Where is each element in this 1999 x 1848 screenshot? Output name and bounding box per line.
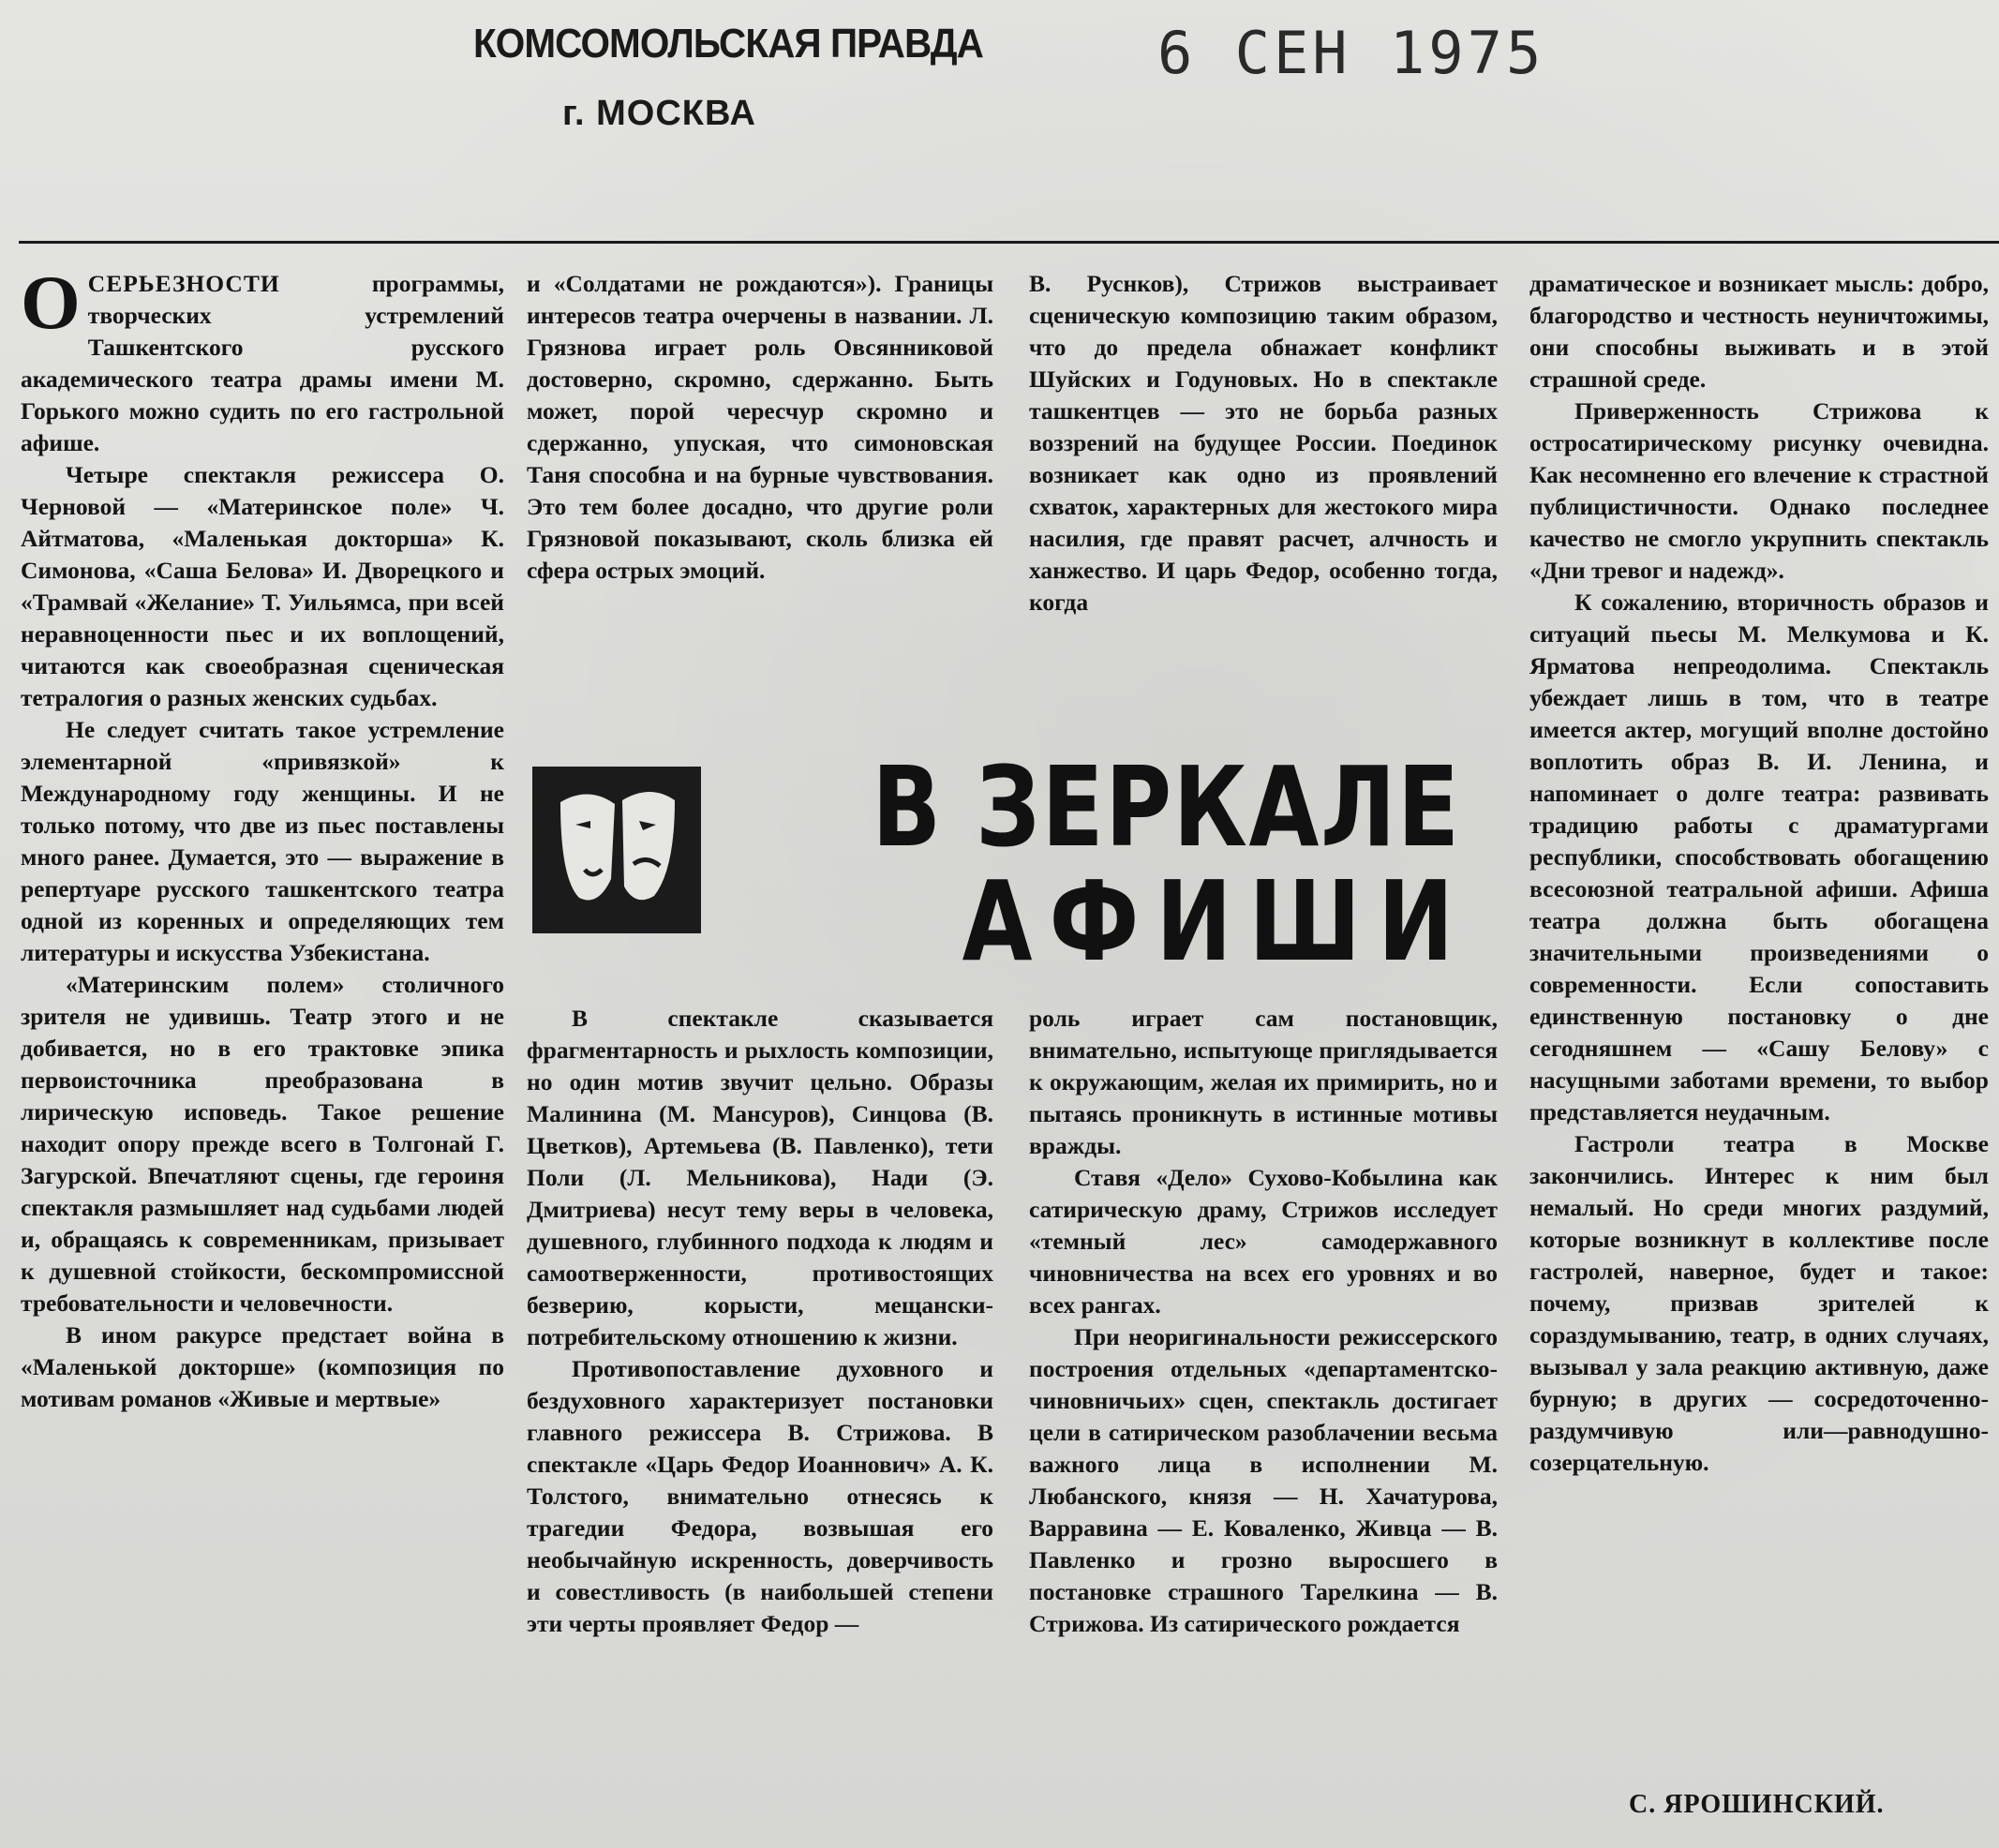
article-column-2-bottom [527, 1003, 993, 1640]
paragraph: Не следует считать такое устремление элементарной «привязкой» к Международному году женщины. И не только потому, что две из пьес поставлены много ранее. Думается, это — выражение в репертуаре русского ташкентского театра одной из коренных и определяющих тем литературы и искусства Узбекистана. [21, 716, 504, 966]
city-stamp: г. МОСКВА [562, 94, 756, 133]
paragraph: Гастроли театра в Москве закончились. Интерес к ним был немалый. Но среди многих раздумий, которые возникнут в коллективе после гастролей, наверное, будет и такое: почему, призвав зрителей к сораздумыванию, театр, в одних случаях, вызывал у зала реакцию активную, даже бурную; в других — сосредоточенно-раздумчивую или—равнодушно-созерцательную. [1529, 1130, 1989, 1476]
theatre-masks-icon [532, 767, 701, 933]
paragraph [21, 260, 504, 459]
paragraph: Ставя «Дело» Сухово-Кобылина как сатирическую драму, Стрижов исследует «темный лес» самодержавного чиновничества на всех его уровнях и во всех рангах. [1029, 1164, 1498, 1319]
article-column-1 [21, 260, 504, 1415]
article-column-3-top [1029, 268, 1498, 618]
headline-line-1: В ЗЕРКАЛЕ [872, 742, 1461, 872]
paragraph: К сожалению, вторичность образов и ситуаций пьесы М. Мелкумова и К. Ярматова непреодолима. Спектакль убеждает лишь в том, что в театре имеется актер, могущий вполне достойно воплотить образ В. И. Ленина, и напоминает о долге театра: развивать традицию работы с драматургами республики, способствовать обогащению всесоюзной театральной афиши. Афиша театра должна быть обогащена значительными произведениями о современности. Если сопоставить единственную постановку о дне сегодняшнем — «Сашу Белову» с насущными заботами времени, то выбор представляется неудачным. [1529, 589, 1989, 1125]
lead-words: СЕРЬЕЗНОСТИ [87, 270, 280, 297]
paragraph: роль играет сам постановщик, внимательно, испытующе приглядывается к окружающим, желая их примирить, но и пытаясь проникнуть в истинные мотивы вражды. [1029, 1005, 1498, 1159]
newspaper-name-stamp: КОМСОМОЛЬСКАЯ ПРАВДА [473, 21, 983, 67]
headline-line-2: АФИШИ [962, 857, 1471, 986]
author-signature: С. ЯРОШИНСКИЙ. [1629, 1790, 1885, 1819]
article-column-4 [1529, 268, 1989, 1479]
paragraph: драматическое и возникает мысль: добро, благородство и честность неуничтожимы, они способны выживать и в этой страшной среде. [1529, 270, 1989, 393]
article-column-3-bottom [1029, 1003, 1498, 1640]
paragraph: В ином ракурсе предстает война в «Маленькой докторше» (композиция по мотивам романов «Живые и мертвые» [21, 1321, 504, 1412]
paragraph: В спектакле сказывается фрагментарность и рыхлость композиции, но один мотив звучит цельно. Образы Малинина (М. Мансуров), Синцова (В. Цветков), Артемьева (В. Павленко), тети Поли (Л. Мельникова), Нади (Э. Дмитриева) несут тему веры в человека, душевного, глубинного подхода к людям и самоотверженности, противостоящих безверию, корысти, мещански-потребительскому отношению к жизни. [527, 1005, 993, 1350]
paragraph: Четыре спектакля режиссера О. Черновой — «Материнское поле» Ч. Айтматова, «Маленькая докторша» К. Симонова, «Саша Белова» И. Дворецкого и «Трамвай «Желание» Т. Уильямса, при всей неравноценности пьес и их воплощений, читаются как своеобразная сценическая тетралогия о разных женских судьбах. [21, 461, 504, 711]
paragraph: «Материнским полем» столичного зрителя не удивишь. Театр этого и не добивается, но в его трактовке эпика первоисточника преобразована в лирическую исповедь. Такое решение находит опору прежде всего в Толгонай Г. Загурской. Впечатляют сцены, где героиня спектакля размышляет над судьбами людей и, обращаясь к современникам, призывает к душевной стойкости, бескомпромиссной требовательности и человечности. [21, 971, 504, 1317]
paragraph: и «Солдатами не рождаются»). Границы интересов театра очерчены в названии. Л. Грязнова играет роль Овсянниковой достоверно, скромно, сдержанно. Быть может, порой чересчур скромно и сдержанно, упуская, что симоновская Таня способна и на бурные чувствования. Это тем более досадно, что другие роли Грязновой показывают, сколь близка ей сфера острых эмоций. [527, 270, 993, 584]
top-rule [19, 241, 1999, 244]
article-headline [862, 742, 1471, 986]
drop-cap: О [21, 260, 81, 345]
paragraph: В. Руснков), Стрижов выстраивает сценическую композицию таким образом, что до предела обнажает конфликт Шуйских и Годуновых. Но в спектакле ташкентцев — это не борьба разных воззрений на будущее России. Поединок возникает как одно из проявлений схваток, характерных для жестокого мира насилия, где правят расчет, алчность и ханжество. И царь Федор, особенно тогда, когда [1029, 270, 1498, 616]
date-stamp: 6 СЕН 1975 [1157, 19, 1545, 87]
paragraph: Приверженность Стрижова к остросатирическому рисунку очевидна. Как несомненно его влечение к страстной публицистичности. Однако последнее качество не смогло укрупнить спектакль «Дни тревог и надежд». [1529, 397, 1989, 584]
article-column-2-top [527, 268, 993, 587]
paragraph: Противопоставление духовного и бездуховного характеризует постановки главного режиссера В. Стрижова. В спектакле «Царь Федор Иоаннович» А. К. Толстого, внимательно отнесясь к трагедии Федора, возвышая его необычайную искренность, доверчивость и совестливость (в наибольшей степени эти черты проявляет Федор — [527, 1355, 993, 1637]
paragraph-text: программы, творческих устремлений Ташкентского русского академического театра драмы имени М. Горького можно судить по его гастрольной афише. [21, 270, 504, 456]
paragraph: При неоригинальности режиссерского построения отдельных «департаментско-чиновничьих» сцен, спектакль достигает цели в сатирическом разоблачении весьма важного лица в исполнении М. Любанского, князя — Н. Хачатурова, Варравина — Е. Коваленко, Живца — В. Павленко и грозно выросшего в постановке страшного Тарелкина — В. Стрижова. Из сатирического рождается [1029, 1323, 1498, 1637]
